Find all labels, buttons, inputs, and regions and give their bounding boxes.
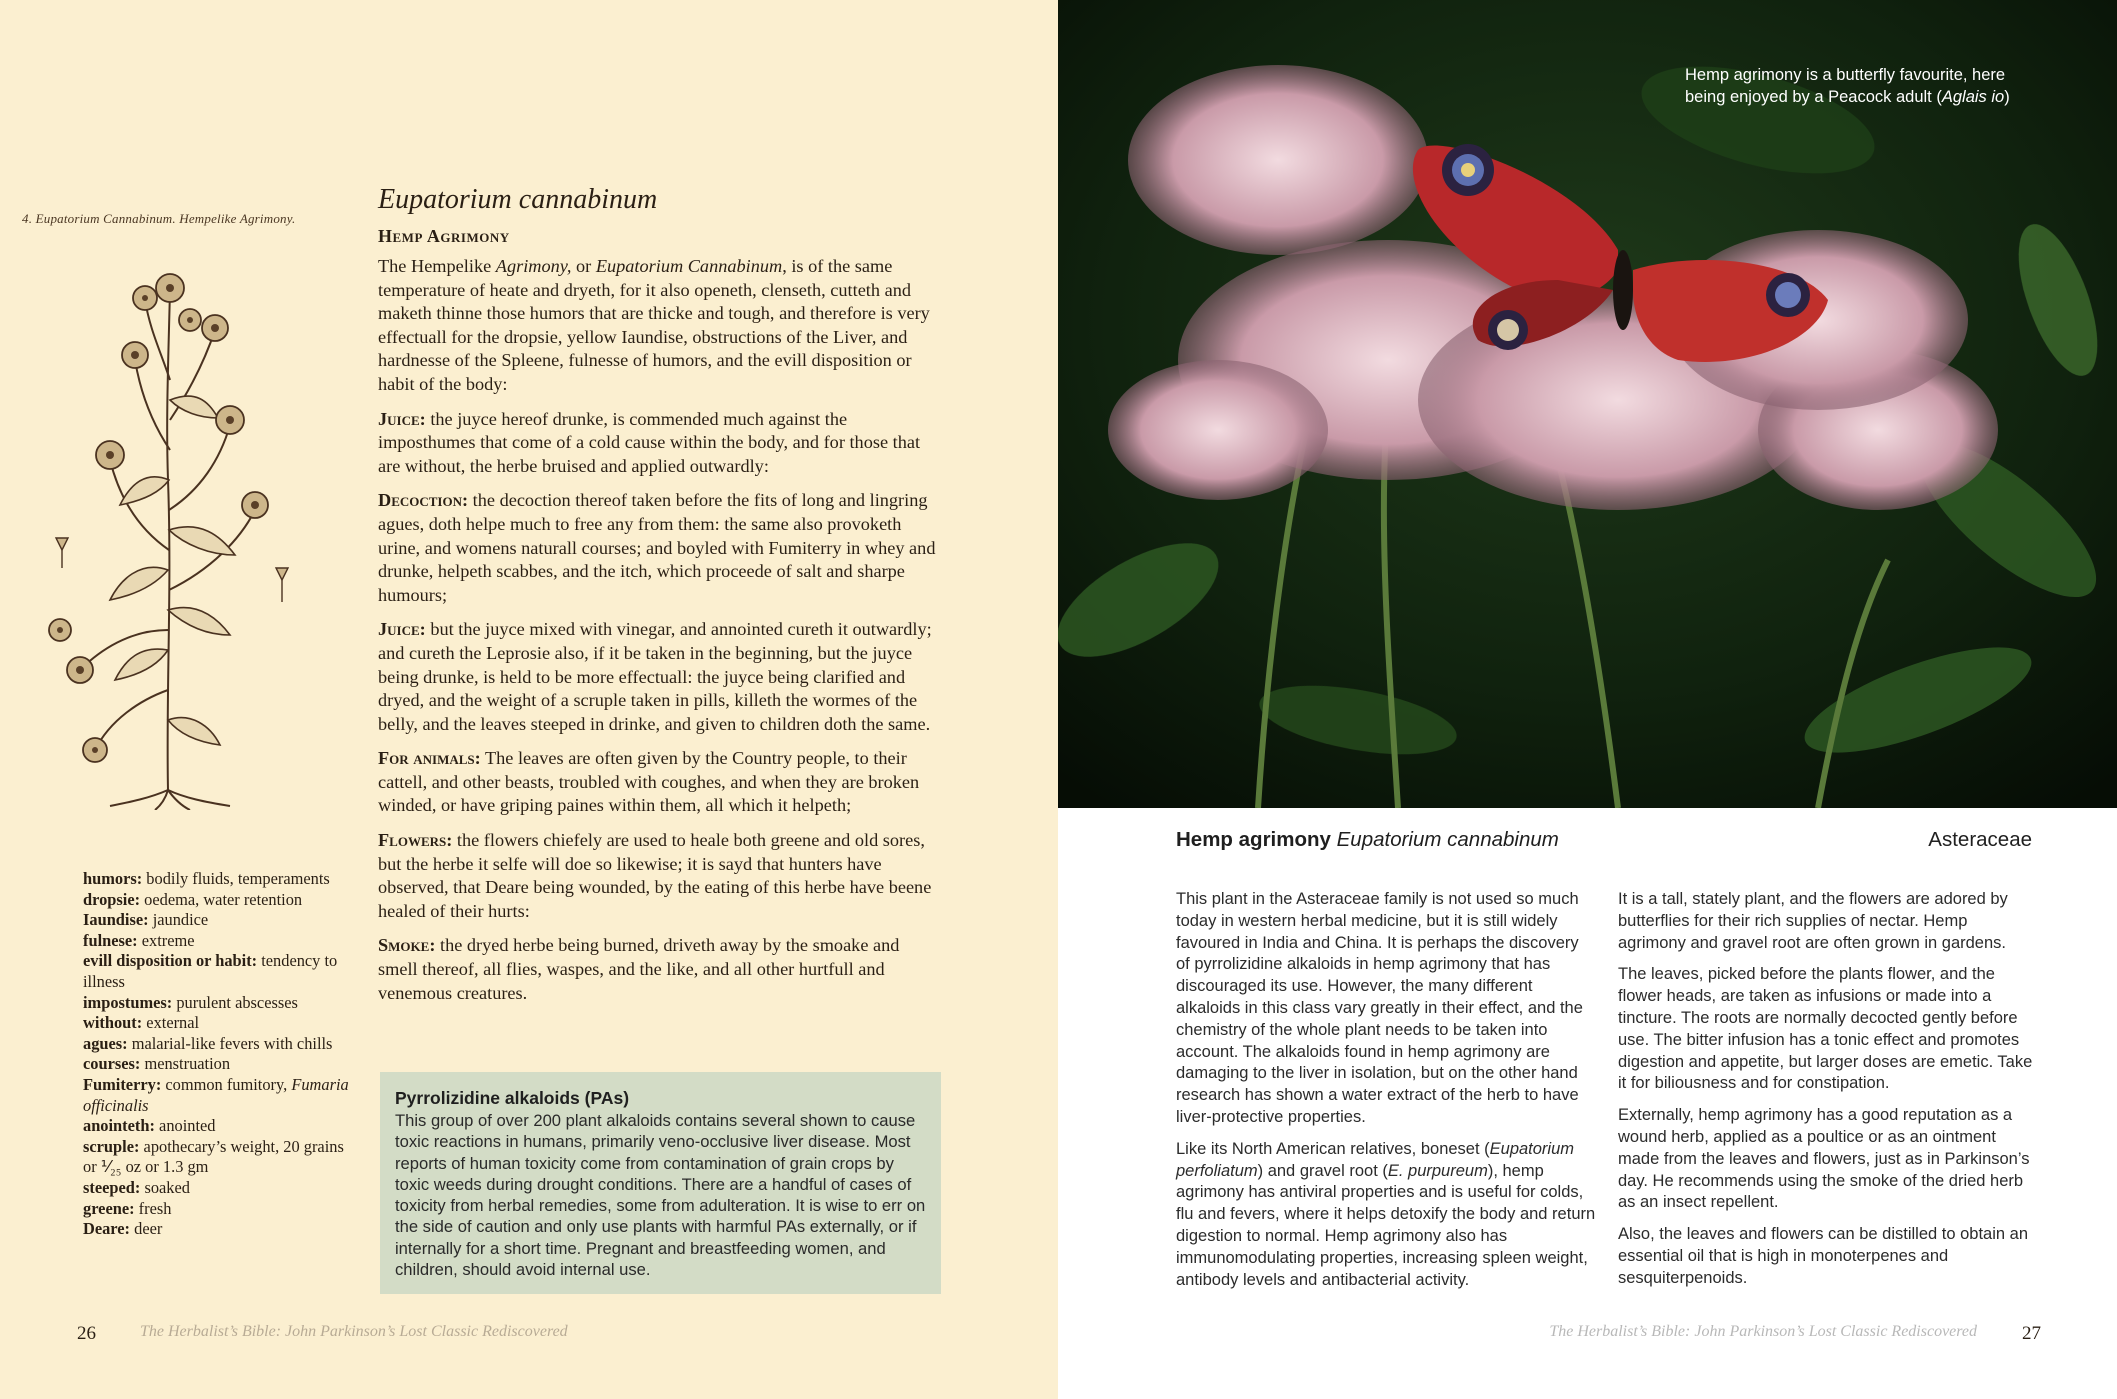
juice-paragraph: Juice: the juyce hereof drunke, is commended much against the imposthumes that come of a cold cause within the body, and for those that are without, the herbe bruised and applied outwardly: [378,408,921,476]
pa-box-text: This group of over 200 plant alkaloids contains several shown to cause toxic reactions in humans, primarily veno-occlusive liver disease. Most reports of human toxicity come from contamination of grain crops by toxic weeds during drought conditions. There are a handful of cases of toxicity from herbal remedies, some from adulteration. It is wise to err on the side of caution and only use plants with harmful PAs externally, or if internally for a short time. Pregnant and breastfeeding women, and children, should avoid internal use. [395,1111,926,1280]
peacock-butterfly-photo [1058,0,2117,808]
glossary-item: humors: bodily fluids, temperaments [83,869,330,888]
page-subtitle: Hemp Agrimony [378,226,510,246]
smoke-paragraph: Smoke: the dryed herbe being burned, driveth away by the smoake and smell thereof, all flies, waspes, and the like, and all other hurtfull and venemous creatures. [378,935,900,1003]
text-column-1 [1176,889,1596,1301]
col2-paragraph: Also, the leaves and flowers can be distilled to obtain an essential oil that is high in monoterpenes and sesquiterpenoids. [1618,1225,2029,1287]
text-column-2 [1618,889,2038,1300]
glossary-item: Deare: deer [83,1219,163,1239]
col1-paragraph: This plant in the Asteraceae family is not used so much today in western herbal medicine, but it is still widely favoured in India and China. It is perhaps the discovery of pyrrolizidine alkaloids in hemp agrimony that has discouraged its use. However, the many different alkaloids in this class vary greatly in their effect, and the chemistry of the whole plant needs to be taken into account. The alkaloids found in hemp agrimony are damaging to the liver in isolation, but on the other hand research has shown a water extract of the herb to have liver-protective properties. [1176,890,1583,1126]
glossary-item: dropsie: oedema, water retention [83,889,303,909]
page-number-right: 27 [2022,1323,2041,1344]
main-text-column [378,184,942,1016]
plant-family: Asteraceae [1928,828,2032,851]
plant-heading: Hemp agrimony Eupatorium cannabinum [1176,828,1559,851]
glossary-item: evill disposition or habit: tendency to illness [83,951,338,991]
pyrrolizidine-alkaloids-box [380,1072,941,1294]
glossary-item: courses: menstruation [83,1054,231,1074]
glossary-item: Iaundise: jaundice [83,910,209,930]
col2-paragraph: It is a tall, stately plant, and the flowers are adored by butterflies for their rich supplies of nectar. Hemp agrimony and gravel root are often grown in gardens. [1618,890,2008,952]
col1-paragraph: Like its North American relatives, boneset (Eupatorium perfoliatum) and gravel root (E. purpureum), hemp agrimony has antiviral properties and is useful for colds, flu and fevers, where it helps detoxify the body and return digestion to normal. Hemp agrimony also has immunomodulating properties, increasing spleen weight, antibody levels and antibacterial activity. [1176,1139,1596,1289]
glossary-item: Fumiterry: common fumitory, Fumaria officinalis [83,1074,349,1115]
glossary-item: anointeth: anointed [83,1116,216,1136]
running-footer-right: The Herbalist’s Bible: John Parkinson’s Lost Classic Rediscovered [1549,1323,1977,1340]
glossary-item: steeped: soaked [83,1177,190,1197]
glossary-item: fulnese: extreme [83,930,195,950]
page-number-left: 26 [77,1323,96,1344]
glossary-item: without: external [83,1013,200,1033]
glossary-item: agues: malarial-like fevers with chills [83,1033,333,1053]
col2-paragraph: The leaves, picked before the plants flower, and the flower heads, are taken as infusions or made into a tincture. The roots are normally decocted gently before use. The bitter infusion has a tonic effect and promotes digestion and appetite, but larger doses are emetic. Take it for biliousness and for constipation. [1618,965,2033,1093]
for-animals-paragraph: For animals: The leaves are often given by the Country people, to their cattell, and other beasts, troubled with coughes, and when they are broken winded, or have griping paines within them, all which it helpeth; [378,748,920,816]
glossary [83,869,353,1240]
page-title: Eupatorium cannabinum [378,184,658,215]
decoction-paragraph: Decoction: the decoction thereof taken before the fits of long and lingring agues, doth helpe much to free any from them: the same also provoketh urine, and womens naturall courses; and boyled with Fumiterry in whey and drunke, helpeth scabbes, and the itch, which proceede of salt and sharpe humours; [378,490,936,605]
glossary-item: greene: fresh [83,1198,172,1218]
illustration-label: 4. Eupatorium Cannabinum. Hempelike Agrimony. [22,211,296,226]
glossary-item: impostumes: purulent abscesses [83,992,298,1012]
pa-box-title: Pyrrolizidine alkaloids (PAs) [395,1088,630,1108]
hemp-agrimony-woodcut-illustration [40,250,340,810]
juice-vinegar-paragraph: Juice: but the juyce mixed with vinegar, and annointed cureth it outwardly; and cureth the Leprosie also, if it be taken in the beginning, but the juyce being drunke, is held to be more effectuall: the juyce being clarified and dryed, and the weight of a scruple taken in pills, killeth the wormes of the belly, and the leaves steeped in drinke, and given to children doth the same. [378,619,932,734]
col2-paragraph: Externally, hemp agrimony has a good reputation as a wound herb, applied as a poultice or as an ointment made from the leaves and flowers, just as in Parkinson’s day. He recommends using the smoke of the dried herb as an insect repellent. [1618,1106,2030,1212]
intro-paragraph: The Hempelike Agrimony, or Eupatorium Cannabinum, is of the same temperature of heate and dryeth, for it also openeth, clenseth, cutteth and maketh thinne those humors that are thicke and tough, and therefore is very effectuall for the dropsie, yellow Iaundise, obstructions of the Liver, and hardnesse of the Spleene, fulnesse of humors, and the evill disposition or habit of the body: [378,256,930,394]
photo-caption: Hemp agrimony is a butterfly favourite, here being enjoyed by a Peacock adult (Aglais io) [1685,66,2010,106]
glossary-item: scruple: apothecary’s weight, 20 grains or ⅟₂₅ oz or 1.3 gm [83,1136,344,1177]
flowers-paragraph: Flowers: the flowers chiefely are used to heale both greene and old sores, but the herbe it selfe will doe so likewise; it is sayd that hunters have observed, that Deare being wounded, by the eating of this herbe have beene healed of their hurts: [378,830,932,921]
running-footer-left: The Herbalist’s Bible: John Parkinson’s Lost Classic Rediscovered [140,1323,568,1340]
